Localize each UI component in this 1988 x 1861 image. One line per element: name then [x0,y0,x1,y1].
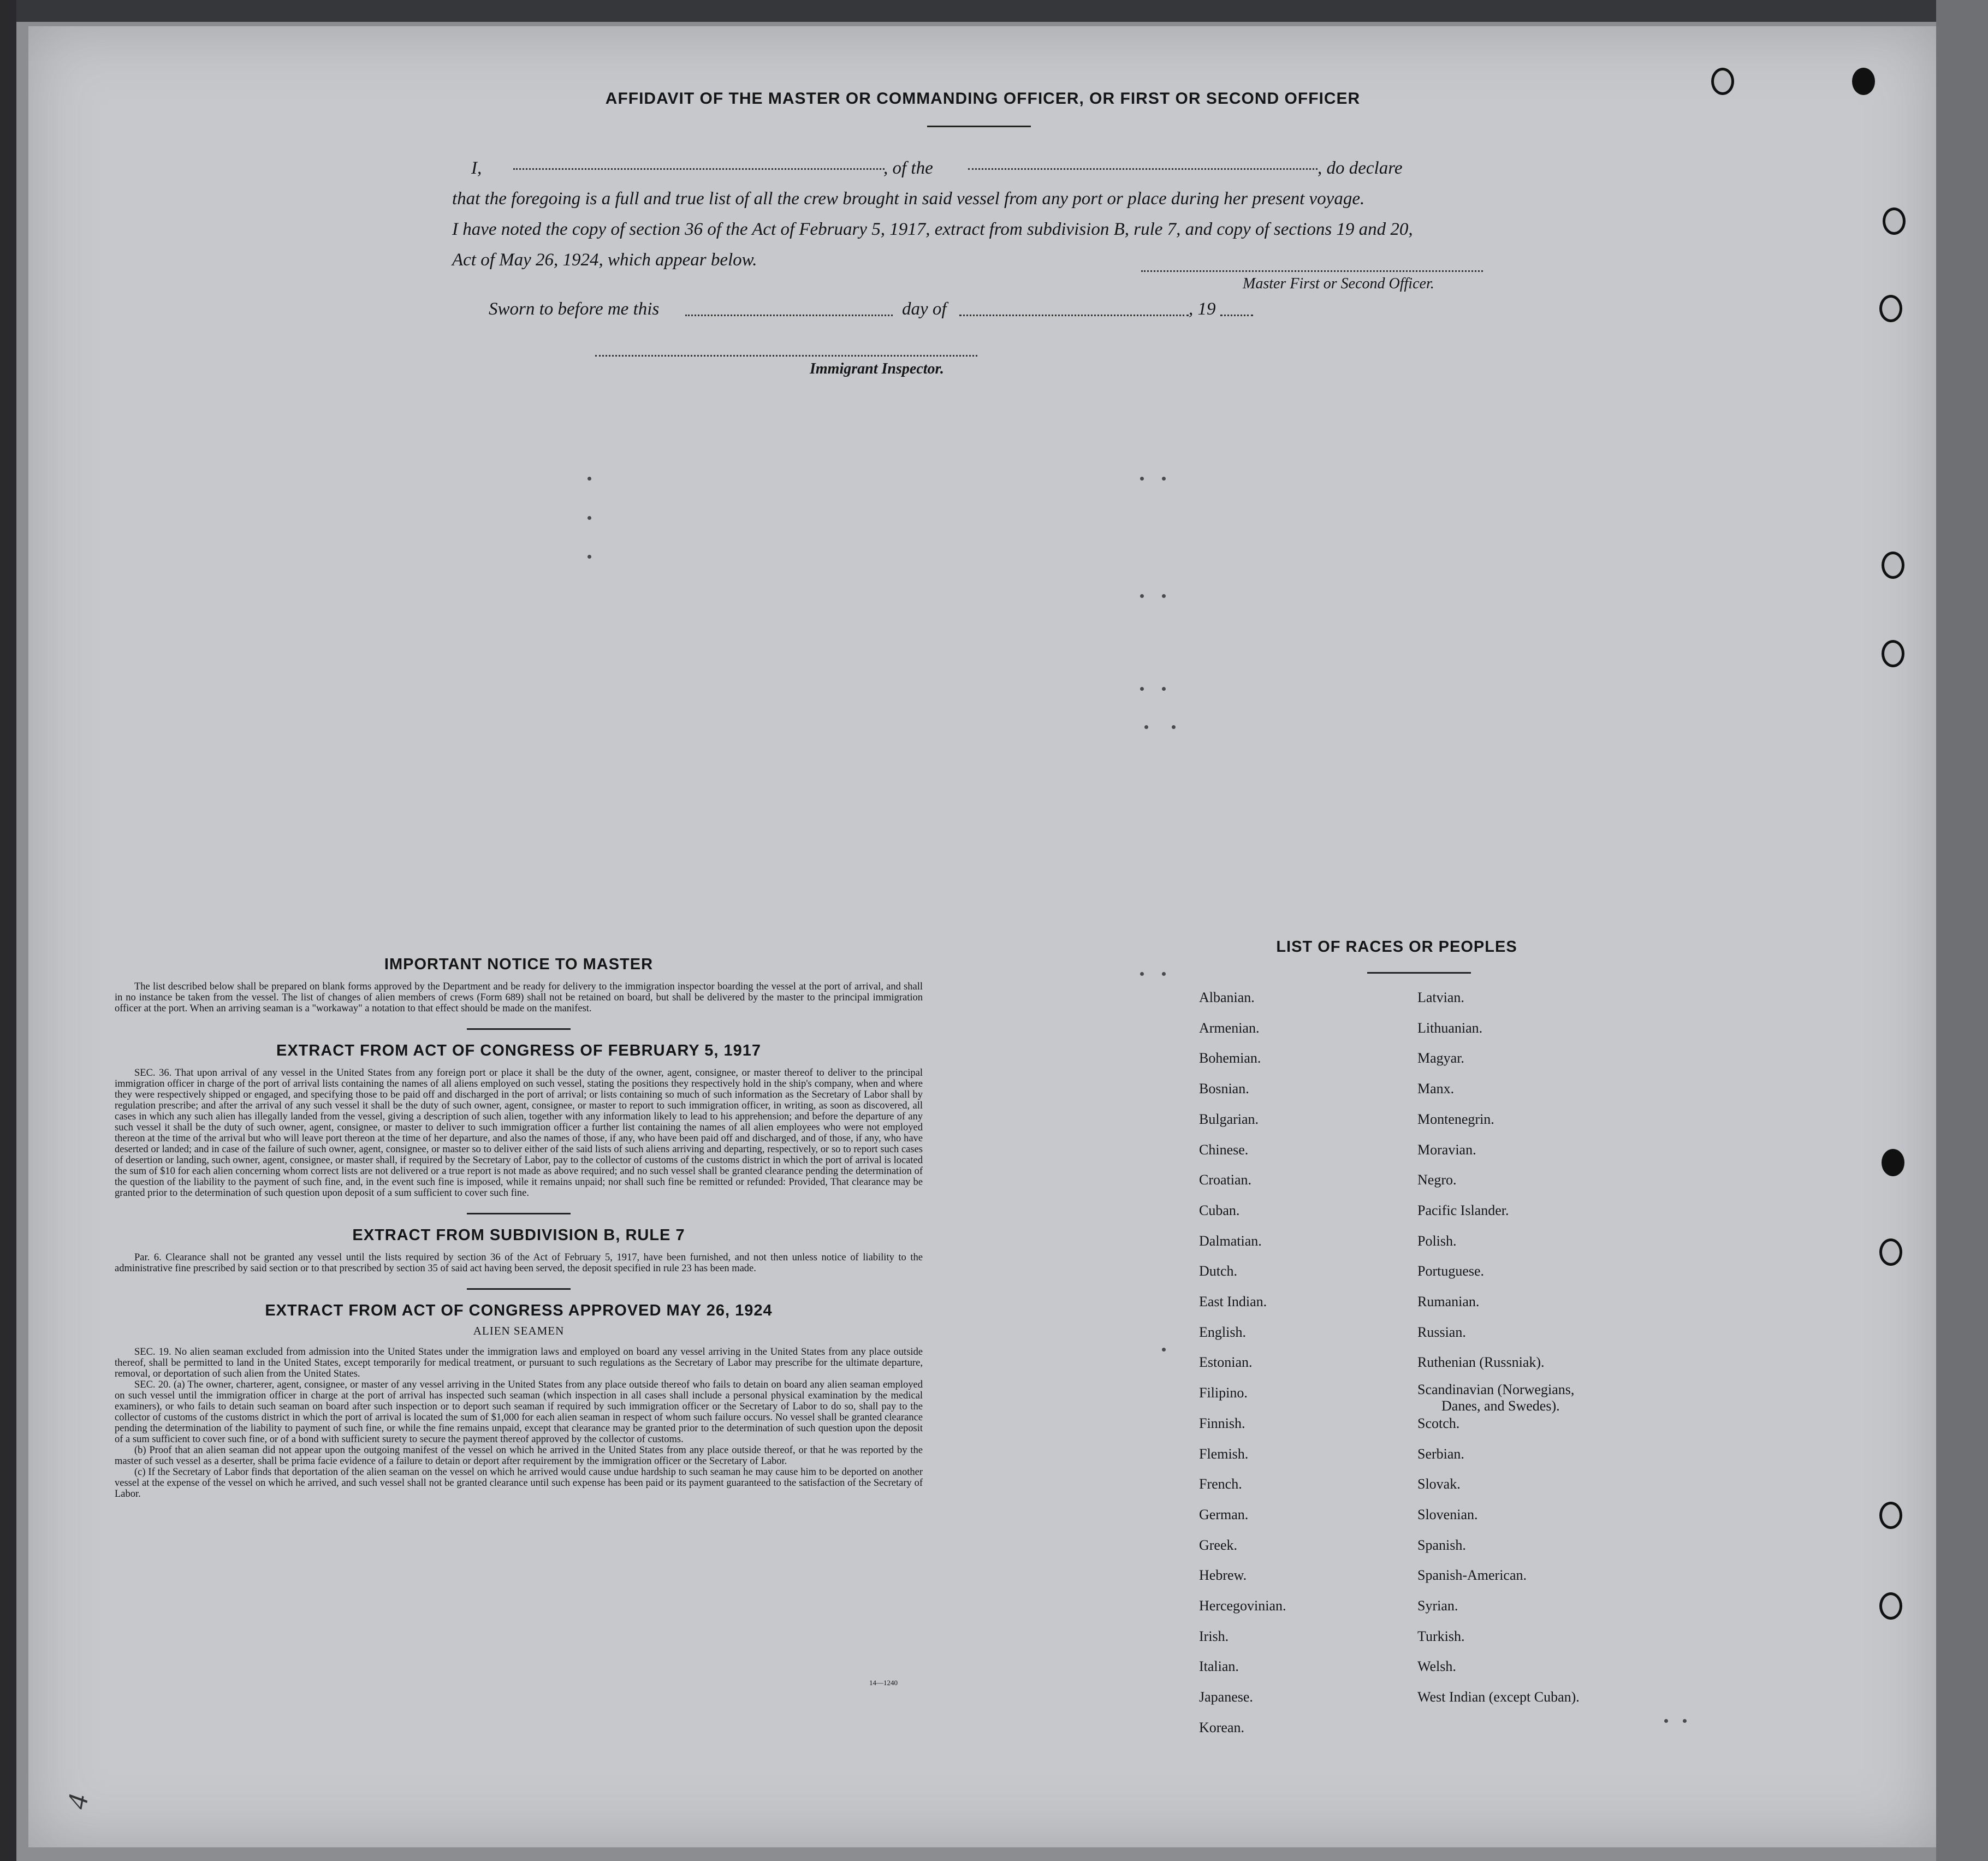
section-divider [467,1213,571,1214]
race-item: East Indian. [1199,1294,1267,1309]
affidavit-line-4: Act of May 26, 1924, which appear below. [452,250,757,270]
race-item: Hebrew. [1199,1567,1247,1584]
name-field[interactable] [513,168,885,170]
inspector-signature-line[interactable] [595,355,977,357]
notice-text: The list described below shall be prepared on blank forms approved by the Department and be ready for delivery to the immigration inspector boarding the vessel at the port of arrival, and shall in no instance be taken from the vessel. The list of changes of alien members of crews (Form 689) shall not be retained on board, but shall be delivered by the master to the principal immigration officer at the port. When an arriving seaman is a "workaway" a notation to that effect should be made on the manifest. [115,981,923,1014]
ink-dot [1162,594,1166,598]
affidavit-title: AFFIDAVIT OF THE MASTER OR COMMANDING OFFICER, OR FIRST OR SECOND OFFICER [605,90,1361,108]
race-item: Scandinavian (Norwegians, [1417,1382,1575,1398]
race-item: Latvian. [1417,989,1464,1005]
affidavit-i: I, [471,158,482,178]
vessel-field[interactable] [968,168,1318,170]
affidavit-line-2: that the foregoing is a full and true list of all the crew brought in said vessel from any port or place during her present voyage. [452,189,1365,209]
extract-1917-title: EXTRACT FROM ACT OF CONGRESS OF FEBRUARY 5, 1917 [276,1042,762,1059]
sec-20c-text: (c) If the Secretary of Labor finds that deportation of the alien seaman on the vessel on which he arrived would cause undue hardship to such seaman he may cause him to be deported on another vessel at the expense of the vessel on which he arrived, and such vessel shall not be granted clearance until such expense has been paid or its payment guaranteed to the satisfaction of the Secretary of Labor. [115,1467,923,1500]
binder-hole [1879,1502,1902,1529]
document-page [28,26,1936,1847]
alien-seamen-subtitle: ALIEN SEAMEN [473,1324,565,1337]
rule-7-title: EXTRACT FROM SUBDIVISION B, RULE 7 [352,1226,685,1244]
section-divider [467,1288,571,1290]
race-item: Scotch. [1417,1415,1460,1431]
year-label: , 19 [1189,299,1216,319]
races-title: LIST OF RACES OR PEOPLES [1276,938,1517,956]
race-item: Irish. [1199,1628,1229,1644]
race-item: Syrian. [1417,1598,1458,1614]
affidavit-line-1 [452,153,1511,183]
race-item: Slovenian. [1417,1506,1478,1522]
scan-border-top [0,0,1988,22]
title-divider [927,126,1031,127]
race-item: Chinese. [1199,1141,1249,1158]
binder-hole [1882,1149,1904,1176]
race-item: Bosnian. [1199,1081,1249,1097]
race-item: Lithuanian. [1417,1020,1483,1036]
race-item: Greek. [1199,1537,1238,1553]
ink-dot [1162,1348,1166,1352]
race-item: Slovak. [1417,1476,1461,1492]
section-divider [467,1028,571,1030]
race-item: Spanish-American. [1417,1567,1527,1584]
master-signature-line[interactable] [1141,270,1483,272]
race-item: Russian. [1417,1324,1466,1340]
race-item: Estonian. [1199,1354,1253,1371]
race-item: Manx. [1417,1081,1455,1097]
sworn-year-field[interactable] [1220,315,1253,316]
race-item: Bulgarian. [1199,1111,1259,1127]
race-item: Negro. [1417,1172,1457,1188]
ink-dot [1172,725,1176,729]
extract-1924-title: EXTRACT FROM ACT OF CONGRESS APPROVED MAY 26, 1924 [265,1302,773,1319]
binder-hole [1879,1592,1902,1620]
race-item: Spanish. [1417,1537,1466,1553]
scan-border-left [0,0,16,1861]
binder-hole [1879,1238,1902,1266]
handwritten-mark: 4 [61,1792,95,1812]
race-item: Moravian. [1417,1141,1476,1158]
affidavit-do-declare: , do declare [1318,158,1403,178]
race-item: French. [1199,1476,1242,1492]
ink-dot [1144,725,1148,729]
binder-hole [1711,68,1734,95]
binder-hole [1879,295,1902,322]
ink-dot [1140,477,1144,481]
scan-border-right [1936,0,1988,1861]
ink-dot [1162,477,1166,481]
race-item: West Indian (except Cuban). [1417,1689,1580,1705]
race-item: Croatian. [1199,1172,1252,1188]
race-item: Korean. [1199,1719,1245,1735]
race-item: Welsh. [1417,1658,1456,1675]
ink-dot [588,516,591,520]
race-item: Dutch. [1199,1263,1238,1279]
ink-dot [1664,1719,1668,1723]
race-item: Filipino. [1199,1385,1248,1401]
race-item: Armenian. [1199,1020,1260,1036]
form-number: 14—1240 [869,1679,898,1687]
race-item: English. [1199,1324,1246,1340]
day-of-label: day of [902,299,947,319]
race-item: Ruthenian (Russniak). [1417,1354,1545,1371]
races-divider [1367,972,1471,974]
ink-dot [1140,972,1144,976]
ink-dot [1162,972,1166,976]
legal-notices [115,956,923,1500]
race-item: Serbian. [1417,1445,1464,1462]
notice-title: IMPORTANT NOTICE TO MASTER [384,956,654,973]
race-item: Italian. [1199,1658,1239,1675]
sworn-label: Sworn to before me this [489,299,660,319]
binder-hole [1882,552,1904,579]
sec-20b-text: (b) Proof that an alien seaman did not appear upon the outgoing manifest of the vessel on which he arrived in the United States from any place outside thereof, or that he was reported by the master of such vessel as a deserter, shall be prima facie evidence of a failure to detain or deport after requirement by the immigration officer or the Secretary of Labor. [115,1445,923,1467]
race-item: Portuguese. [1417,1263,1485,1279]
race-item: Magyar. [1417,1050,1464,1066]
binder-hole [1852,68,1875,95]
sec-20a-text: SEC. 20. (a) The owner, charterer, agent, consignee, or master of any vessel arriving in the United States from any place outside thereof who fails to detain on board any alien seaman employed on such vessel until the immigration officer in charge at the port of arrival has inspected such seaman (which inspection in all cases shall include a personal physical examination by the medical examiners), or who fails to detain such seaman on board after such inspection or to deport such seaman if required by such immigration officer or the Secretary of Labor to do so, shall pay to the collector of customs of the customs district in which the port of arrival is located the sum of $1,000 for each alien seaman in respect of whom such failure occurs. No vessel shall be granted clearance pending the determination of the liability to payment of such fine, or while the fine remains unpaid, except that clearance may be granted prior to the determination of such question upon the deposit of a sum sufficient to cover such fine, or of a bond with sufficient surety to secure the payment thereof approved by the collector of customs. [115,1379,923,1445]
affidavit-line-3: I have noted the copy of section 36 of the Act of February 5, 1917, extract from subdivision B, rule 7, and copy of sections 19 and 20, [452,220,1413,239]
race-item: Albanian. [1199,989,1255,1005]
affidavit-body [452,153,1511,275]
binder-hole [1883,208,1906,235]
race-item: Japanese. [1199,1689,1253,1705]
binder-hole [1882,640,1904,667]
race-item: Danes, and Swedes). [1441,1398,1560,1414]
ink-dot [1140,687,1144,691]
extract-1917-text: SEC. 36. That upon arrival of any vessel in the United States from any foreign port or place it shall be the duty of the owner, agent, consignee, or master thereof to deliver to the principal immigration officer in charge of the port of arrival lists containing the names of all aliens employed on such vessel, stating the positions they respectively hold in the ship's company, when and where they were respectively shipped or engaged, and specifying those to be paid off and discharged in the port of arrival; or lists containing so much of such information as the Secretary of Labor shall by regulation prescribe; and after the arrival of any such vessel it shall be the duty of such owner, agent, consignee, or master to report to such immigration officer, in writing, as soon as discovered, all cases in which any such alien has illegally landed from the vessel, giving a description of such alien, together with any information likely to lead to his apprehension; and before the departure of any such vessel it shall be the duty of such owner, agent, consignee, or master to deliver to such immigration officer a further list containing the names of all alien employees who were not employed thereon at the time of the arrival but who will leave port thereon at the time of her departure, and also the names of those, if any, who have been paid off and discharged, and of those, if any, who have deserted or landed; and in case of the failure of such owner, agent, consignee, or master so to deliver either of the said lists of such aliens arriving and departing, respectively, or so to report such cases of desertion or landing, such owner, agent, consignee, or master shall, if required by the Secretary of Labor, pay to the collector of customs of the customs district in which the port of arrival is located the sum of $10 for each alien concerning whom correct lists are not delivered or a true report is not made as above required; and no such vessel shall be granted clearance pending the determination of the question of the liability to the payment of such fine, and, in the event such fine is imposed, while it remains unpaid; nor shall such fine be remitted or refunded: Provided, That clearance may be granted prior to the determination of such question upon deposit of a sum sufficient to cover such fine. [115,1068,923,1199]
ink-dot [588,555,591,559]
race-item: Dalmatian. [1199,1232,1262,1249]
sec-19-text: SEC. 19. No alien seaman excluded from admission into the United States under the immigration laws and employed on board any vessel arriving in the United States from any place outside thereof, shall be permitted to land in the United States, except temporarily for medical treatment, or pursuant to such regulations as the Secretary of Labor may prescribe for the ultimate departure, removal, or deportation of such alien from the United States. [115,1347,923,1379]
race-item: Hercegovinian. [1199,1598,1286,1614]
race-item: Finnish. [1199,1415,1245,1431]
race-item: Cuban. [1199,1202,1240,1218]
race-item: Turkish. [1417,1628,1465,1644]
race-item: Bohemian. [1199,1050,1261,1066]
race-item: German. [1199,1506,1249,1522]
ink-dot [1683,1719,1687,1723]
sworn-month-field[interactable] [959,315,1189,316]
ink-dot [1140,594,1144,598]
master-signature-label: Master First or Second Officer. [1243,275,1434,292]
sworn-day-field[interactable] [685,315,893,316]
inspector-signature-label: Immigrant Inspector. [810,360,944,377]
ink-dot [1162,687,1166,691]
affidavit-of-the: , of the [883,158,933,178]
rule-7-text: Par. 6. Clearance shall not be granted any vessel until the lists required by section 36 of the Act of February 5, 1917, have been furnished, and not then unless notice of liability to the administrative fine prescribed by said section or to that prescribed by section 35 of said act having been served, the deposit specified in rule 23 has been made. [115,1252,923,1274]
race-item: Montenegrin. [1417,1111,1494,1127]
race-item: Flemish. [1199,1445,1249,1462]
race-item: Pacific Islander. [1417,1202,1509,1218]
race-item: Rumanian. [1417,1294,1480,1309]
ink-dot [588,477,591,481]
race-item: Polish. [1417,1232,1457,1249]
